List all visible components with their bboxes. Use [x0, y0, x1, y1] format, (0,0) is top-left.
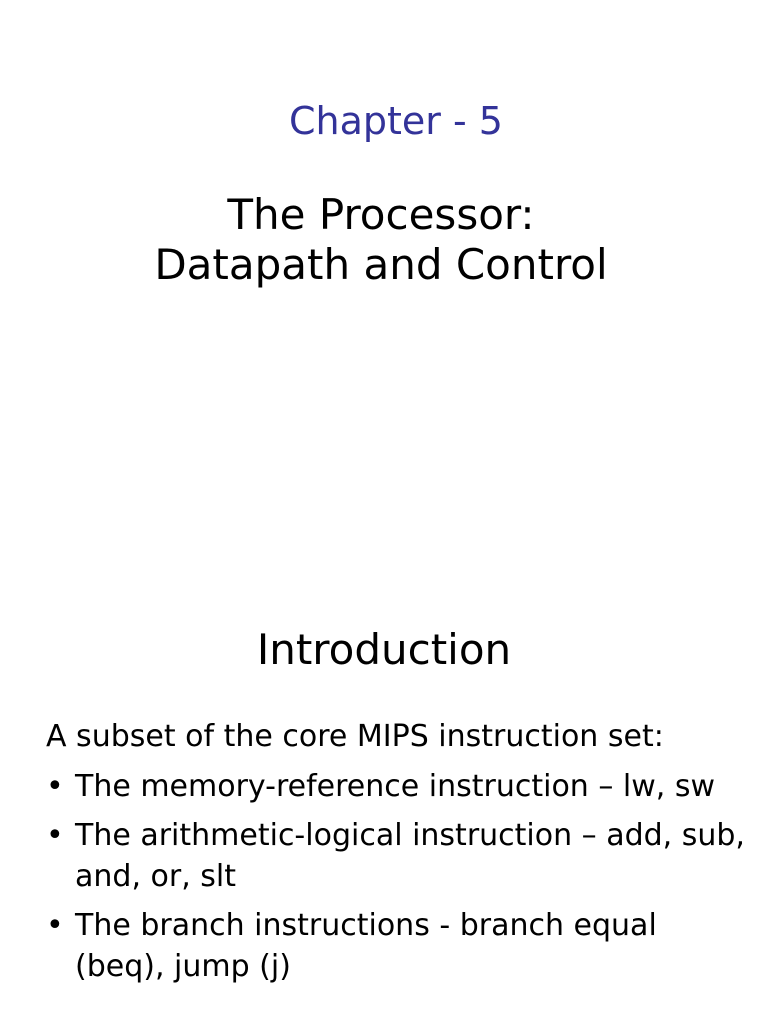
list-item [46, 905, 746, 987]
chapter-label: Chapter - 5 [289, 99, 503, 143]
bullet-icon: • [46, 818, 64, 853]
title-line-1: The Processor: [227, 190, 535, 239]
bullet-text: The arithmetic-logical instruction – add, sub, and, or, slt [75, 818, 745, 894]
intro-lead-text: A subset of the core MIPS instruction set: [46, 719, 664, 754]
intro-heading: Introduction [256, 625, 512, 674]
intro-content [46, 716, 746, 995]
list-item [46, 766, 746, 807]
title-line-2: Datapath and Control [154, 240, 608, 289]
bullet-icon: • [46, 908, 64, 943]
slide-title [0, 190, 762, 290]
bullet-icon: • [46, 769, 64, 804]
bullet-text: The branch instructions - branch equal (beq), jump (j) [75, 908, 657, 984]
bullet-list [46, 766, 746, 987]
bullet-text: The memory-reference instruction – lw, sw [75, 769, 715, 804]
list-item [46, 815, 746, 897]
